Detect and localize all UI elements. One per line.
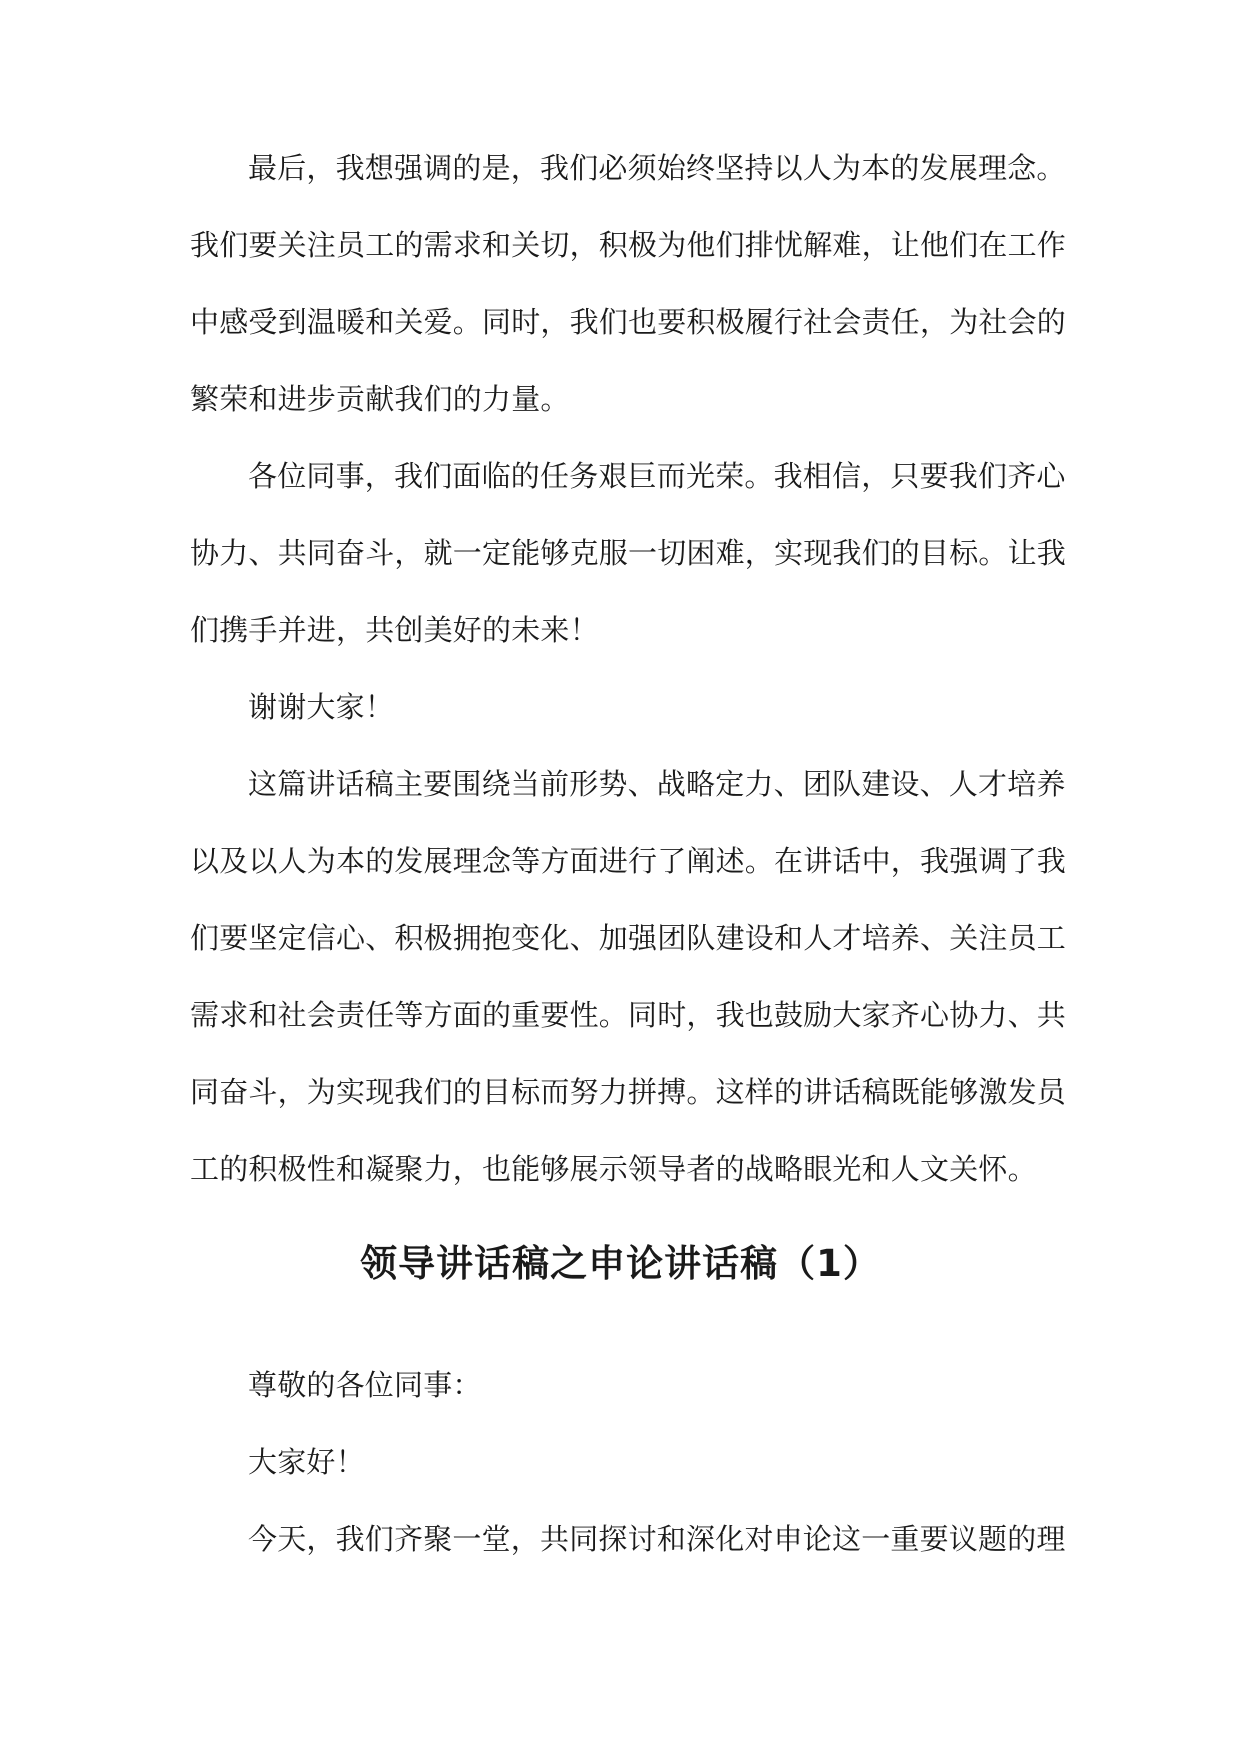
- paragraph-line: 以及以人为本的发展理念等方面进行了阐述。在讲话中，我强调了我: [190, 844, 1067, 878]
- paragraph-line: 今天，我们齐聚一堂，共同探讨和深化对申论这一重要议题的理: [248, 1522, 1066, 1556]
- section-heading: 领导讲话稿之申论讲话稿（1）: [360, 1242, 881, 1285]
- paragraph-line: 中感受到温暖和关爱。同时，我们也要积极履行社会责任，为社会的: [190, 305, 1067, 339]
- paragraph-line: 需求和社会责任等方面的重要性。同时，我也鼓励大家齐心协力、共: [190, 998, 1067, 1032]
- paragraph-line: 各位同事，我们面临的任务艰巨而光荣。我相信，只要我们齐心: [248, 459, 1066, 493]
- paragraph-line: 工的积极性和凝聚力，也能够展示领导者的战略眼光和人文关怀。: [190, 1152, 1037, 1186]
- paragraph-line: 谢谢大家！: [248, 690, 395, 724]
- paragraph-line: 们携手并进，共创美好的未来！: [190, 613, 599, 647]
- salutation: 尊敬的各位同事：: [248, 1368, 482, 1402]
- paragraph-line: 们要坚定信心、积极拥抱变化、加强团队建设和人才培养、关注员工: [190, 921, 1067, 955]
- paragraph-line: 同奋斗，为实现我们的目标而努力拼搏。这样的讲话稿既能够激发员: [190, 1075, 1067, 1109]
- paragraph-line: 我们要关注员工的需求和关切，积极为他们排忧解难，让他们在工作: [190, 228, 1067, 262]
- paragraph-line: 这篇讲话稿主要围绕当前形势、战略定力、团队建设、人才培养: [248, 767, 1066, 801]
- paragraph-line: 协力、共同奋斗，就一定能够克服一切困难，实现我们的目标。让我: [190, 536, 1067, 570]
- paragraph-line: 最后，我想强调的是，我们必须始终坚持以人为本的发展理念。: [248, 151, 1066, 185]
- greeting: 大家好！: [248, 1445, 365, 1479]
- paragraph-line: 繁荣和进步贡献我们的力量。: [190, 382, 570, 416]
